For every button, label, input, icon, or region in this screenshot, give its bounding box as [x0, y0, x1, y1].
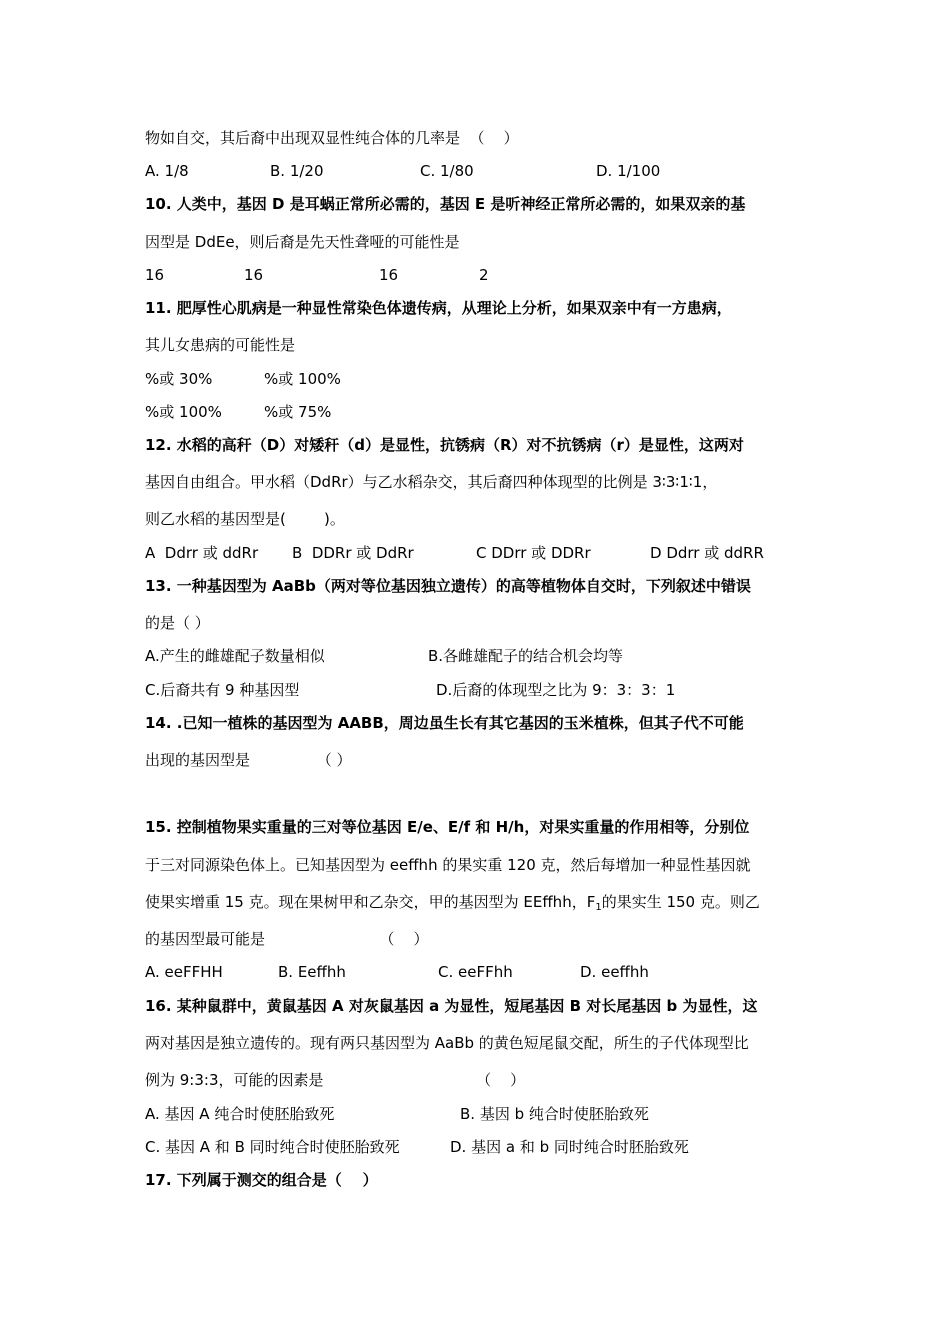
- q11-line2: 其儿女患病的可能性是: [145, 336, 296, 354]
- q11-line1: 11. 肥厚性心肌病是一种显性常染色体遗传病，从理论上分析，如果双亲中有一方患病，: [145, 299, 732, 317]
- q13-option-d: D.后裔的体现型之比为 9：3：3：1: [436, 681, 676, 699]
- q9-option-d: D. 1/100: [596, 162, 661, 180]
- q13-line1: 13. 一种基因型为 AaBb（两对等位基因独立遗传）的高等植物体自交时，下列叙述中错误: [145, 577, 751, 595]
- q16-line3: 例为 9:3:3，可能的因素是 （ ）: [145, 1071, 526, 1089]
- q15-line1: 15. 控制植物果实重量的三对等位基因 E/e、E/f 和 H/h，对果实重量的作用相等，分别位: [145, 818, 750, 836]
- q13-line2: 的是（ ）: [145, 614, 210, 632]
- q15-line3-text-b: 的果实生 150 克。则乙: [601, 893, 760, 911]
- q15-line3-text-a: 使果实增重 15 克。现在果树甲和乙杂交，甲的基因型为 EEffhh，F: [145, 893, 596, 911]
- q12-line2: 基因自由组合。甲水稻（DdRr）与乙水稻杂交，其后裔四种体现型的比例是 3∶3∶1∶1，: [145, 473, 718, 491]
- q13-option-b: B.各雌雄配子的结合机会均等: [428, 647, 624, 665]
- q12-line1: 12. 水稻的高秆（D）对矮秆（d）是显性，抗锈病（R）对不抗锈病（r）是显性，这两对: [145, 436, 744, 454]
- q9-stem: 物如自交，其后裔中出现双显性纯合体的几率是 （ ）: [145, 129, 519, 147]
- q15-option-d: D. eeffhh: [580, 963, 649, 981]
- q15-option-a: A. eeFFHH: [145, 963, 223, 981]
- q11-option-4: %或 75%: [264, 403, 332, 421]
- q11-option-1: %或 30%: [145, 370, 213, 388]
- q16-line2: 两对基因是独立遗传的。现有两只基因型为 AaBb 的黄色短尾鼠交配，所生的子代体现型比: [145, 1034, 749, 1052]
- q15-line4: 的基因型最可能是 （ ）: [145, 930, 429, 948]
- q12-option-a: A Ddrr 或 ddRr: [145, 544, 259, 562]
- q12-line3: 则乙水稻的基因型是( )。: [145, 510, 345, 528]
- q12-option-d: D Ddrr 或 ddRR: [650, 544, 764, 562]
- q15-line2: 于三对同源染色体上。已知基因型为 eeffhh 的果实重 120 克，然后每增加一种显性基因就: [145, 856, 751, 874]
- q10-line1: 10. 人类中，基因 D 是耳蜗正常所必需的，基因 E 是听神经正常所必需的，如果双亲的基: [145, 195, 746, 213]
- q14-line1: 14. .已知一植株的基因型为 AABB，周边虽生长有其它基因的玉米植株，但其子代不可能: [145, 714, 744, 732]
- q13-option-a: A.产生的雌雄配子数量相似: [145, 647, 325, 665]
- q10-line2: 因型是 DdEe，则后裔是先天性聋哑的可能性是: [145, 233, 460, 251]
- q13-option-c: C.后裔共有 9 种基因型: [145, 681, 300, 699]
- q14-line2: 出现的基因型是 （ ）: [145, 751, 352, 769]
- q10-option-1: 16: [145, 266, 165, 284]
- q16-option-c: C. 基因 A 和 B 同时纯合时使胚胎致死: [145, 1138, 400, 1156]
- q15-line3: [145, 892, 760, 918]
- q15-f1-subscript: 1: [595, 902, 602, 913]
- q12-option-b: B DDRr 或 DdRr: [292, 544, 414, 562]
- q16-line1: 16. 某种鼠群中，黄鼠基因 A 对灰鼠基因 a 为显性，短尾基因 B 对长尾基因 b 为显性，这: [145, 997, 758, 1015]
- q16-option-d: D. 基因 a 和 b 同时纯合时胚胎致死: [450, 1138, 689, 1156]
- q15-option-b: B. Eeffhh: [278, 963, 346, 981]
- q10-option-2: 16: [244, 266, 264, 284]
- q16-option-a: A. 基因 A 纯合时使胚胎致死: [145, 1105, 335, 1123]
- q11-option-2: %或 100%: [264, 370, 341, 388]
- q15-option-c: C. eeFFhh: [438, 963, 513, 981]
- q17-line1: 17. 下列属于测交的组合是（ ）: [145, 1171, 378, 1189]
- q16-option-b: B. 基因 b 纯合时使胚胎致死: [460, 1105, 649, 1123]
- q12-option-c: C DDrr 或 DDRr: [476, 544, 591, 562]
- q10-option-4: 2: [479, 266, 489, 284]
- q9-option-b: B. 1/20: [270, 162, 324, 180]
- q9-option-a: A. 1/8: [145, 162, 189, 180]
- q10-option-3: 16: [379, 266, 399, 284]
- q9-option-c: C. 1/80: [420, 162, 474, 180]
- q11-option-3: %或 100%: [145, 403, 222, 421]
